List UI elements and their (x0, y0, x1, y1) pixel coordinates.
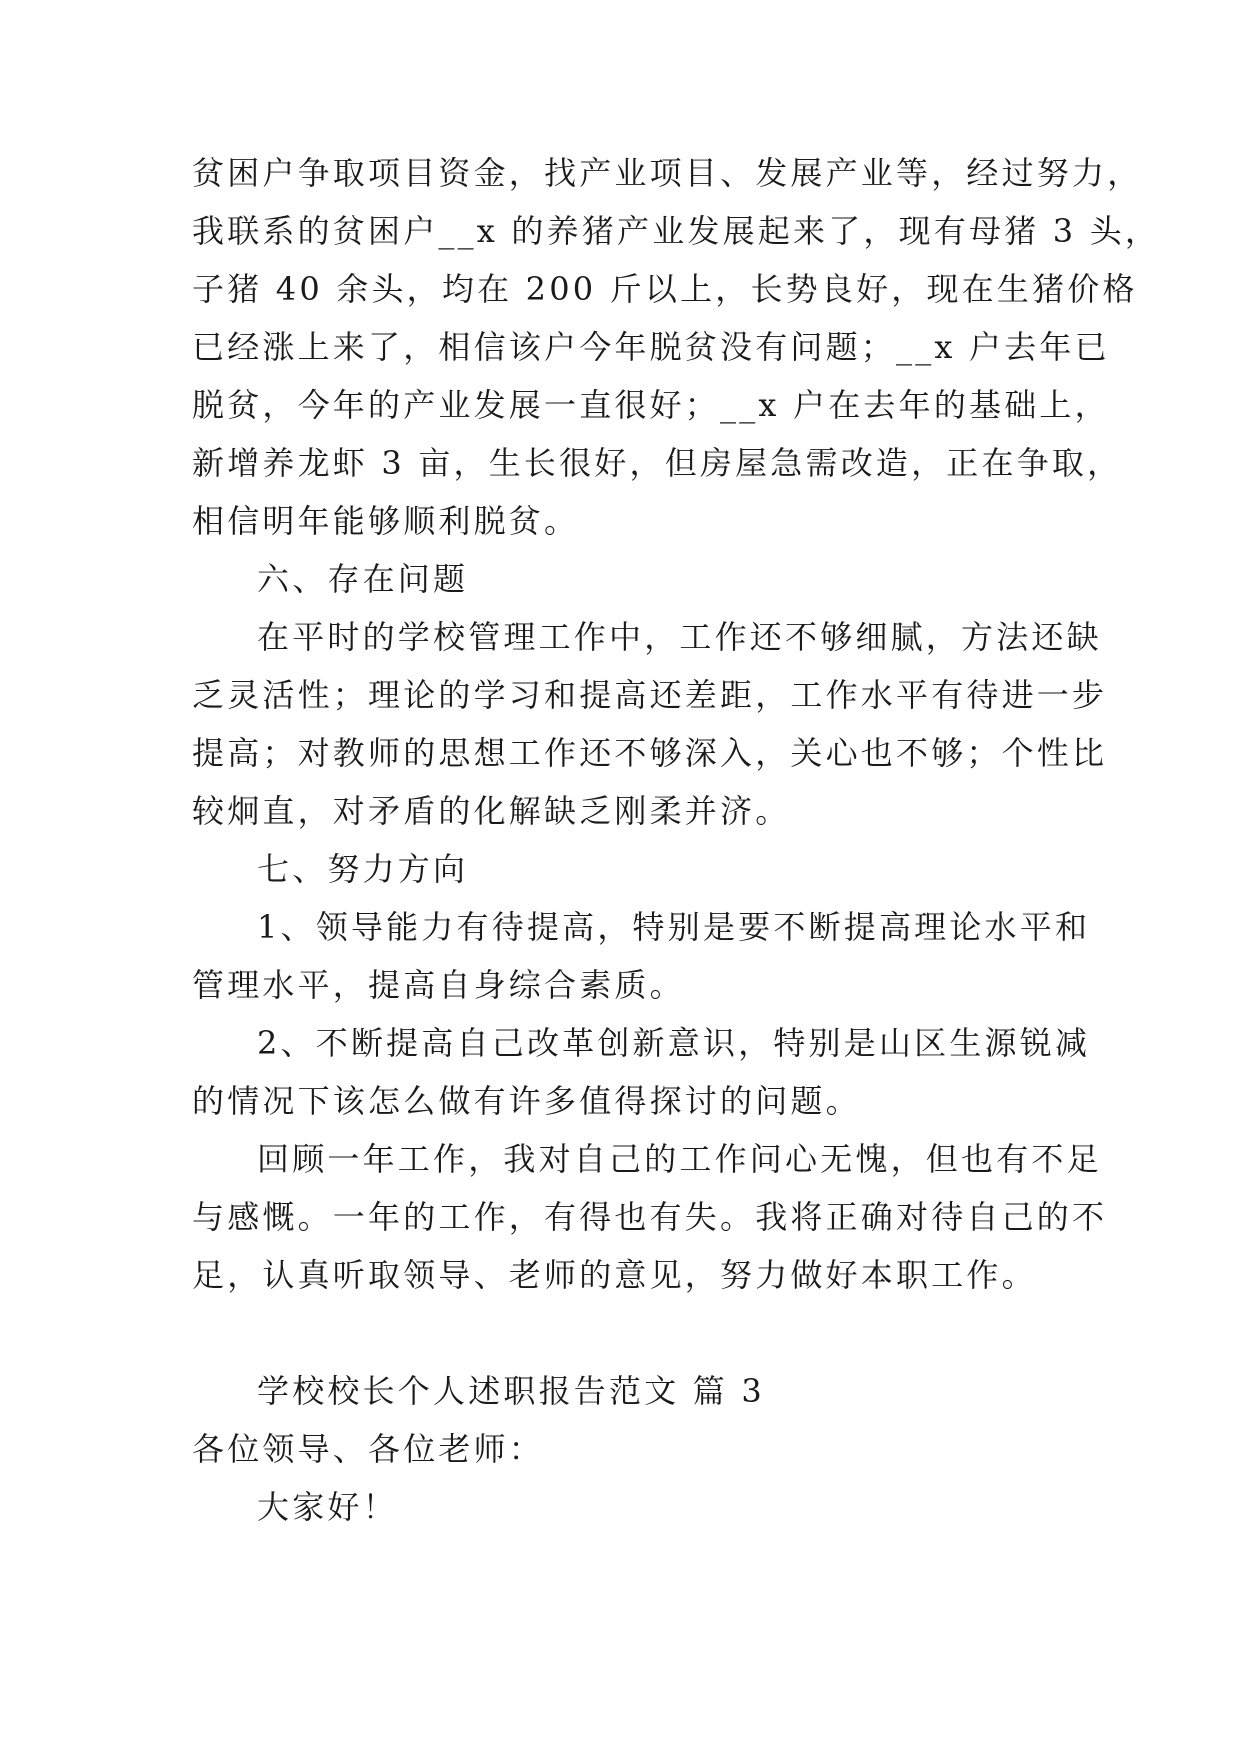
body-text-line: 子猪 40 余头，均在 200 斤以上，长势良好，现在生猪价格 (192, 270, 1138, 308)
section-heading: 七、努力方向 (257, 850, 469, 888)
body-text-line: 较炯直，对矛盾的化解缺乏刚柔并济。 (192, 792, 791, 830)
body-text-line: 在平时的学校管理工作中，工作还不够细腻，方法还缺 (257, 618, 1102, 656)
body-text-line: 已经涨上来了，相信该户今年脱贫没有问题；__x 户去年已 (192, 328, 1110, 366)
greeting: 大家好！ (257, 1488, 398, 1526)
body-text-line: 我联系的贫困户__x 的养猪产业发展起来了，现有母猪 3 头， (192, 212, 1161, 250)
body-text-line: 相信明年能够顺利脱贫。 (192, 502, 580, 540)
body-text-line: 足，认真听取领导、老师的意见，努力做好本职工作。 (192, 1256, 1037, 1294)
body-text-line: 新增养龙虾 3 亩，生长很好，但房屋急需改造，正在争取， (192, 444, 1123, 482)
body-text-line: 2、不断提高自己改革创新意识，特别是山区生源锐减 (257, 1024, 1091, 1062)
salutation: 各位领导、各位老师： (192, 1430, 545, 1468)
body-text-line: 乏灵活性；理论的学习和提高还差距，工作水平有待进一步 (192, 676, 1108, 714)
section-heading: 六、存在问题 (257, 560, 469, 598)
body-text-line: 脱贫，今年的产业发展一直很好；__x 户在去年的基础上， (192, 386, 1110, 424)
body-text-line: 提高；对教师的思想工作还不够深入，关心也不够；个性比 (192, 734, 1108, 772)
body-text-line: 的情况下该怎么做有许多值得探讨的问题。 (192, 1082, 861, 1120)
body-text-line: 管理水平，提高自身综合素质。 (192, 966, 685, 1004)
body-text-line: 与感慨。一年的工作，有得也有失。我将正确对待自己的不 (192, 1198, 1108, 1236)
body-text-line: 贫困户争取项目资金，找产业项目、发展产业等，经过努力， (192, 154, 1143, 192)
body-text-line: 1、领导能力有待提高，特别是要不断提高理论水平和 (257, 908, 1091, 946)
body-text-line: 回顾一年工作，我对自己的工作问心无愧，但也有不足 (257, 1140, 1102, 1178)
report-title: 学校校长个人述职报告范文 篇 3 (257, 1372, 765, 1410)
